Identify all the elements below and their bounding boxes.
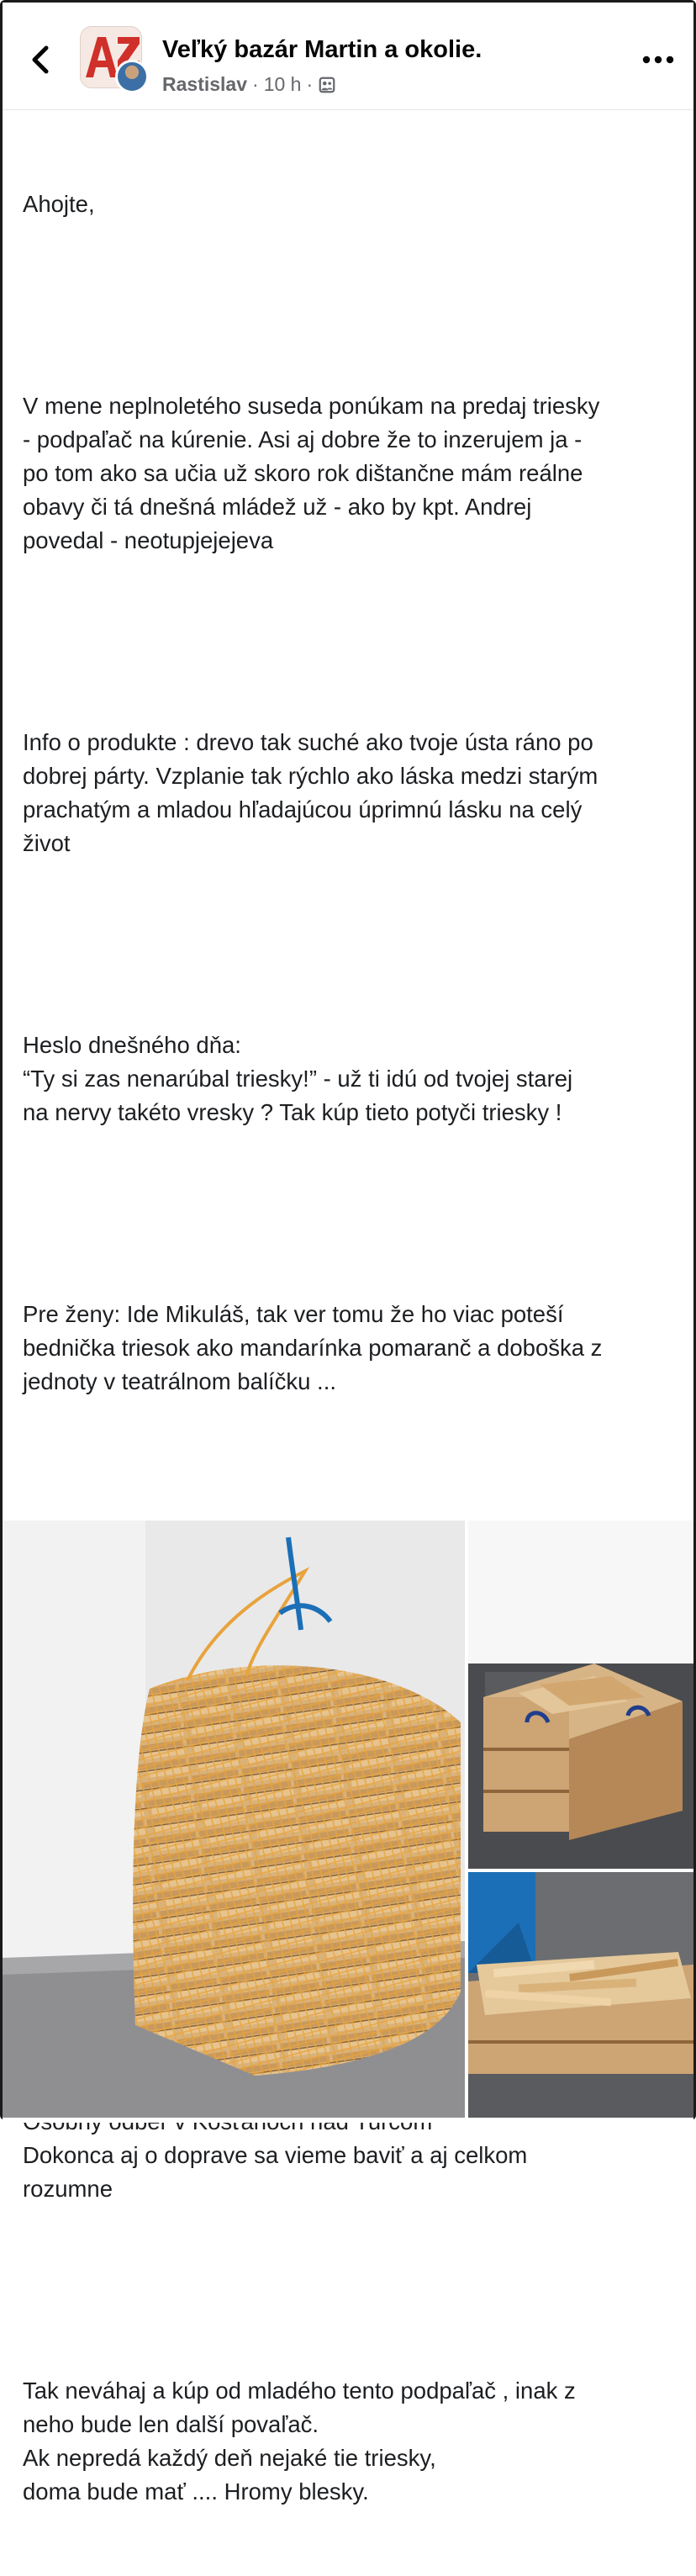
more-options-icon [641,53,675,66]
kindling-bag-image [3,1521,465,2118]
kindling-crate-full-image [468,1872,693,2118]
back-arrow-icon [21,40,61,80]
post-time[interactable]: 10 h [263,73,302,95]
more-options-button[interactable] [641,53,675,66]
post-paragraph: Info o produkte : drevo tak suché ako tvoje ústa ráno po dobrej párty. Vzplanie tak rýchlo ako láska medzi starým prachatým a mladou hľadajúcou úprimnú lásku na celý život [23,729,598,856]
photo-kindling-crate[interactable] [468,1521,693,1869]
photo-kindling-crate-full[interactable] [468,1872,693,2118]
post-body [23,120,687,2576]
group-audience-icon [318,76,336,94]
post-header [3,3,693,110]
post-paragraph: Heslo dnešného dňa: “Ty si zas nenarúbal triesky!” - už ti idú od tvojej starej na nervy takéto vresky ? Tak kúp tieto potyči triesky ! [23,1032,573,1125]
post-paragraph: Dokonca aj o doprave sa vieme baviť a aj celkom rozumne [23,2142,528,2202]
group-name[interactable]: Veľký bazár Martin a okolie. [162,36,482,63]
meta-separator: · [306,73,314,95]
post-paragraph: Pre ženy: Ide Mikuláš, tak ver tomu že ho viac poteší bednička triesok ako mandarínka pomaranč a doboška z jednoty v teatrálnom balíčku ... [23,1301,603,1394]
post-paragraph: V mene neplnoletého suseda ponúkam na predaj triesky - podpaľač na kúrenie. Asi aj dobre že to inzerujem ja - po tom ako sa učia už skoro rok dištančne mám reálne obavy či tá dnešná mládež už - ako by kpt. Andrej povedal - neotupjejejeva [23,393,600,553]
author-name[interactable]: Rastislav [162,73,248,95]
author-avatar [115,60,149,93]
meta-separator: · [252,73,259,95]
post-meta [162,73,336,96]
photo-grid [3,1521,693,2123]
post-paragraph: Ahojte, [23,191,95,217]
kindling-crate-image [468,1521,693,1869]
photo-kindling-bag[interactable] [3,1521,465,2118]
group-avatar-stack[interactable] [80,26,147,93]
back-button[interactable] [21,40,61,80]
post-paragraph: Tak neváhaj a kúp od mladého tento podpaľač , inak z neho bude len další povaľač. Ak nepredá každý deň nejaké tie triesky, doma bude mať .... Hromy blesky. [23,2378,576,2505]
